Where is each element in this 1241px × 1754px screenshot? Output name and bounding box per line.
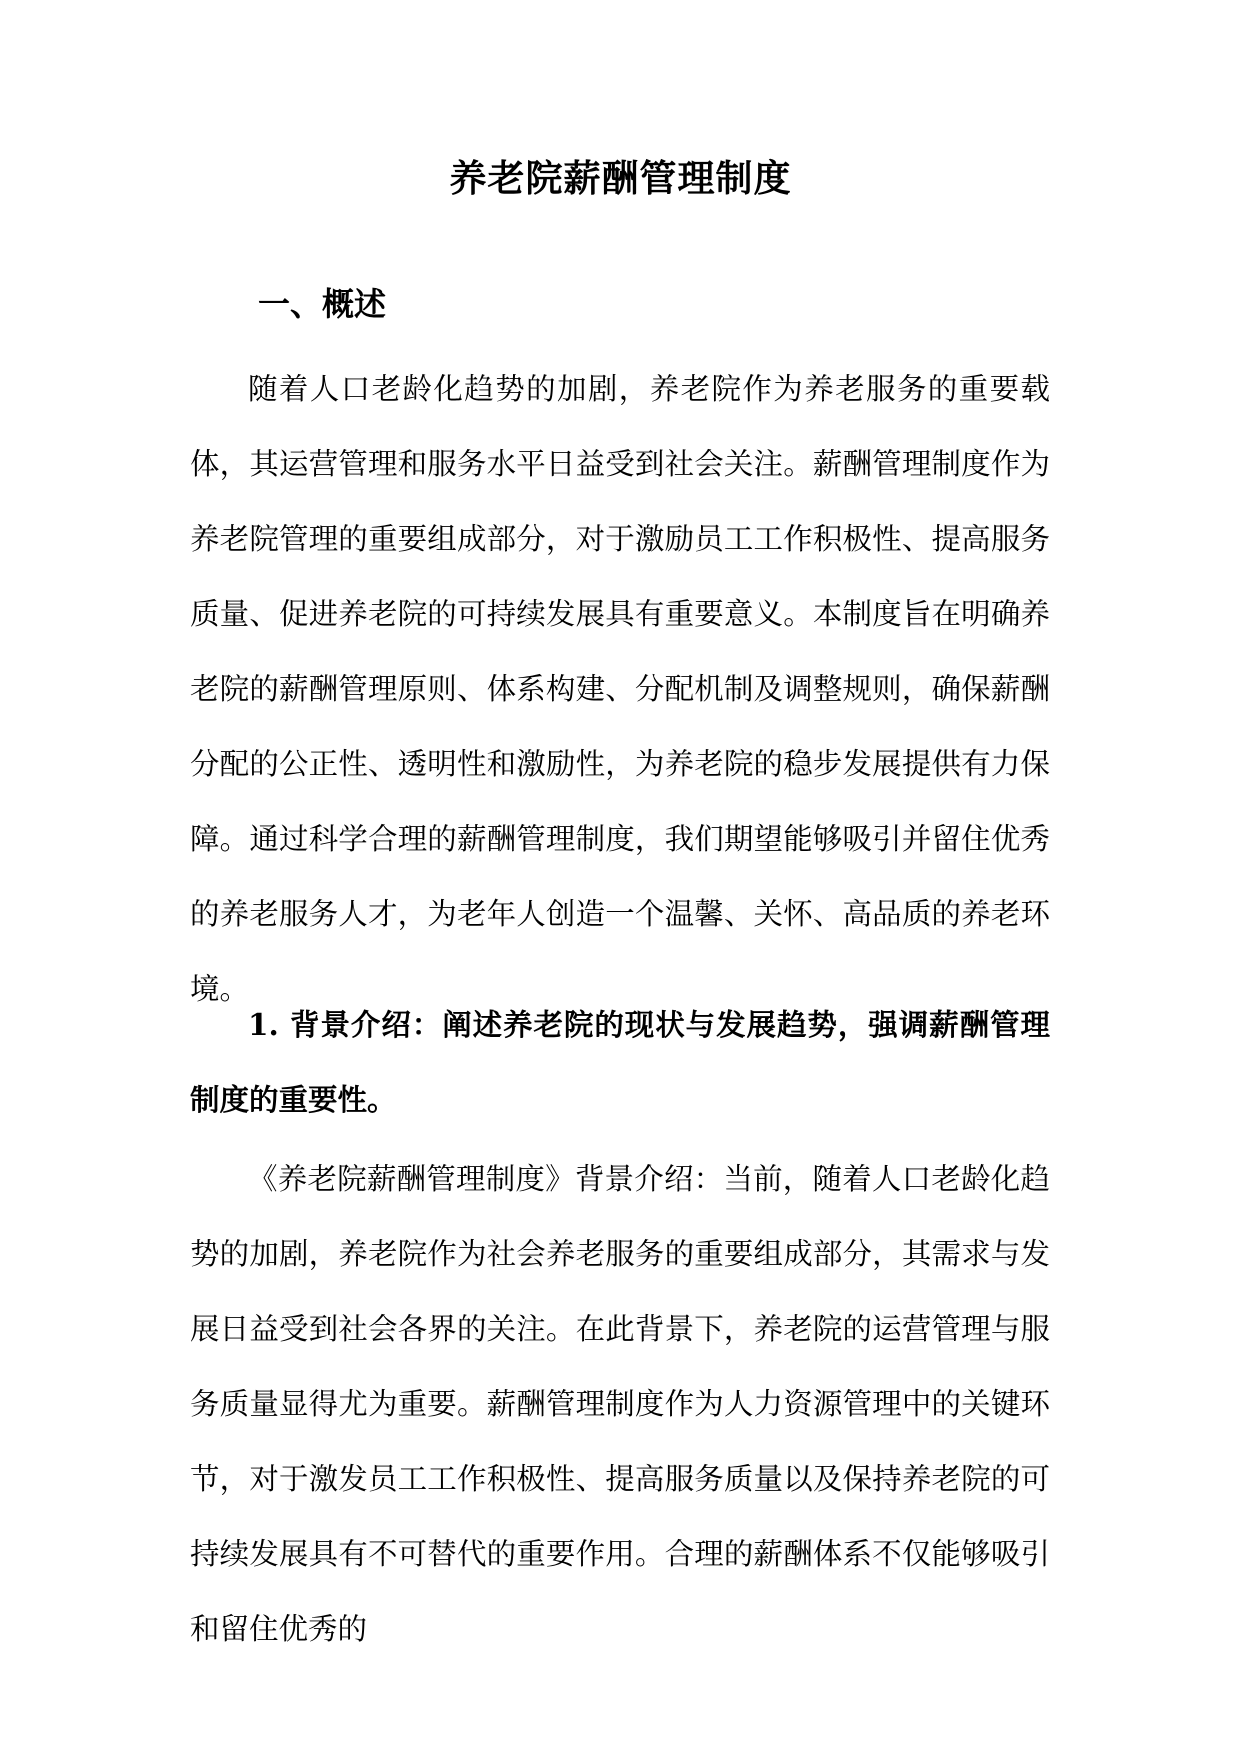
section-heading-overview: 一、概述 [258,285,387,323]
background-paragraph: 《养老院薪酬管理制度》背景介绍：当前，随着人口老龄化趋势的加剧，养老院作为社会养老服务的重要组成部分，其需求与发展日益受到社会各界的关注。在此背景下，养老院的运营管理与服务质量显得尤为重要。薪酬管理制度作为人力资源管理中的关键环节，对于激发员工工作积极性、提高服务质量以及保持养老院的可持续发展具有不可替代的重要作用。合理的薪酬体系不仅能够吸引和留住优秀的 [190,1162,1050,1646]
overview-paragraph: 随着人口老龄化趋势的加剧，养老院作为养老服务的重要载体，其运营管理和服务水平日益受到社会关注。薪酬管理制度作为养老院管理的重要组成部分，对于激励员工工作积极性、提高服务质量、促进养老院的可持续发展具有重要意义。本制度旨在明确养老院的薪酬管理原则、体系构建、分配机制及调整规则，确保薪酬分配的公正性、透明性和激励性，为养老院的稳步发展提供有力保障。通过科学合理的薪酬管理制度，我们期望能够吸引并留住优秀的养老服务人才，为老年人创造一个温馨、关怀、高品质的养老环境。 [190,372,1050,1006]
document-title: 养老院薪酬管理制度 [449,156,792,200]
subsection-heading-background: 1. 背景介绍：阐述养老院的现状与发展趋势，强调薪酬管理制度的重要性。 [190,1007,1050,1117]
